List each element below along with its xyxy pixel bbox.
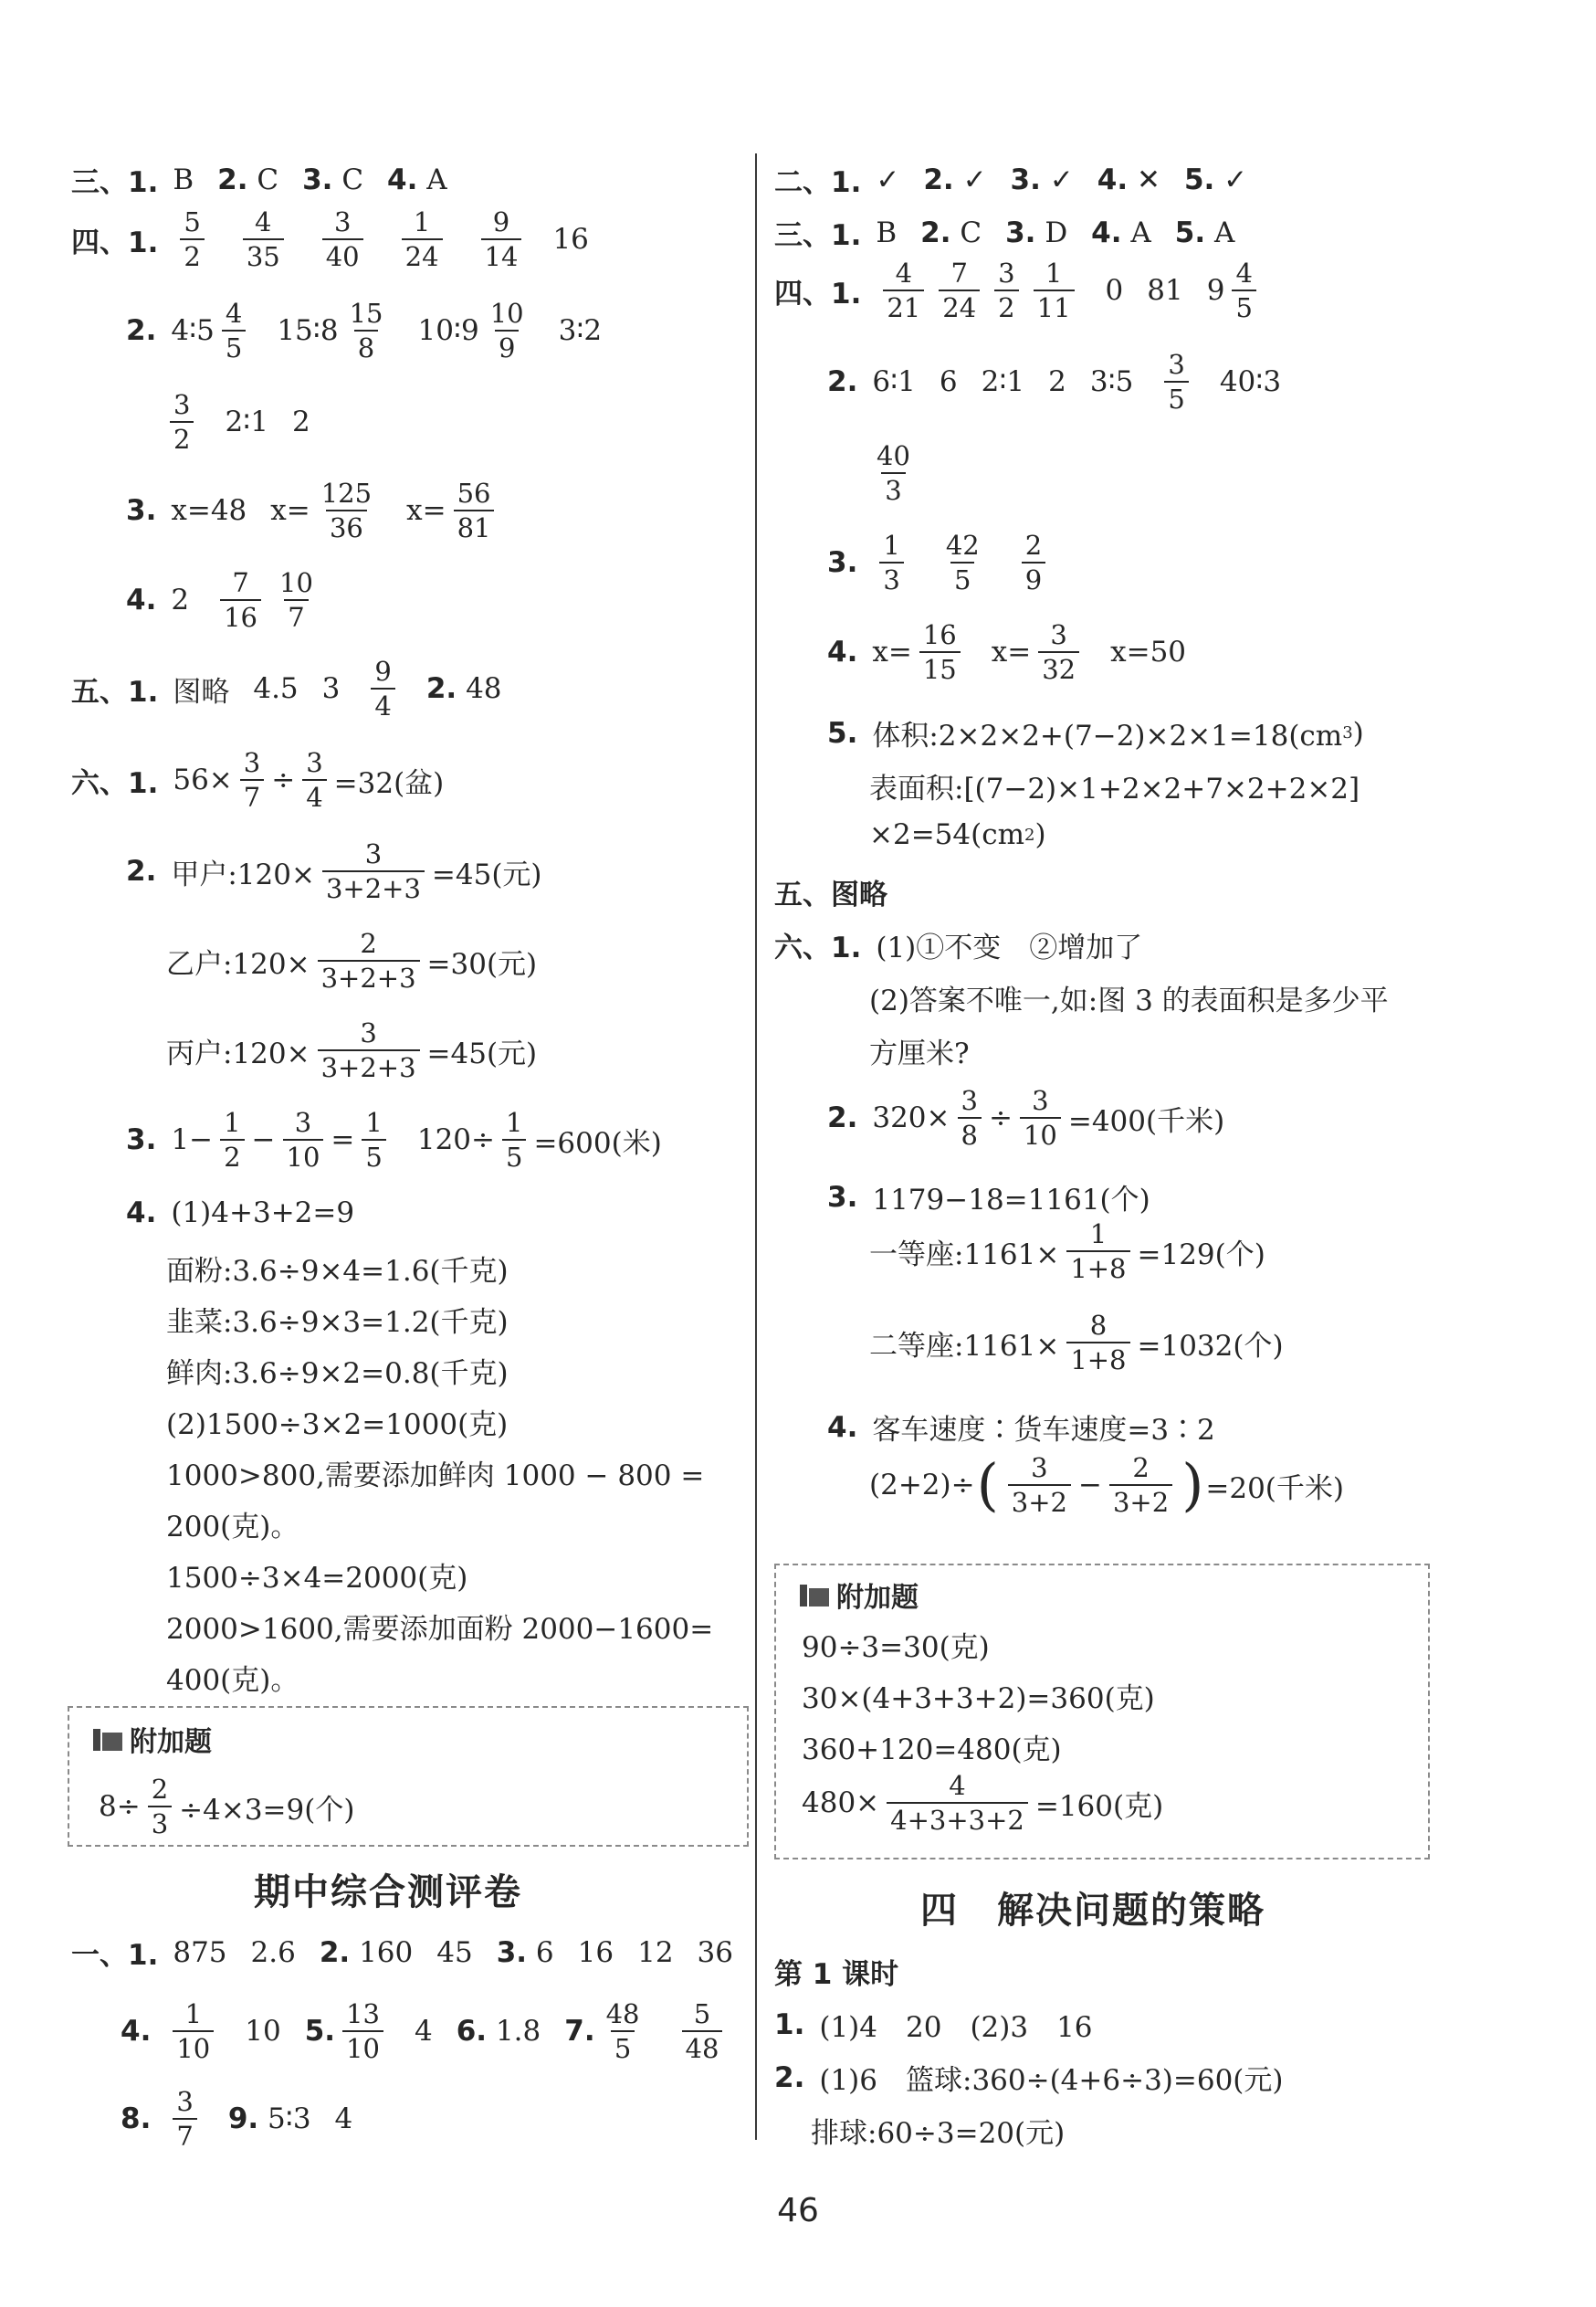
midterm-title: 期中综合测评卷 — [254, 1871, 522, 1913]
lesson-line-3: 排球:60÷3=20(元) — [811, 2117, 1066, 2150]
r-answer-line-4-5c: ×2=54(cm 2 ) — [869, 818, 1046, 851]
r-answer-line-5: 五、图略 — [774, 879, 887, 911]
answer-line-6-2c: 丙户:120× $\frac{3}{3+2+3}$ =45(元) — [166, 1017, 538, 1084]
bonus-title-right: 附加题 — [800, 1575, 919, 1615]
answer-line-6-3: 3. 1− $\frac{1}{2}$ − $\frac{3}{10}$ = $\frac{1}{5}$ 120÷ $\frac{1}{5}$ =600(米) — [126, 1107, 662, 1174]
r-answer-line-3: 三、1. B 2. C 3. D 4. A 5. A — [774, 216, 1235, 252]
page-number: 46 — [777, 2192, 819, 2229]
lesson-title: 第 1 课时 — [774, 1958, 899, 1991]
answer-line-4-2b: $\frac{3}{2}$ 2∶1 2 — [163, 391, 310, 454]
answer-line-6-4-l7: 1500÷3×4=2000(克) — [166, 1562, 468, 1595]
r-answer-line-6-2: 2. 320× $\frac{3}{8}$ ÷ $\frac{3}{10}$ =400(千米) — [827, 1085, 1225, 1152]
r-answer-line-4-4: 4. x= $\frac{16}{15}$ x= $\frac{3}{32}$ x=50 — [827, 619, 1187, 686]
mid-line-1: 一、1. 875 2.6 2. 160 45 3. 6 16 12 36 — [71, 1935, 733, 1972]
r-answer-line-6-4b: (2+2)÷ ( $\frac{3}{3+2}$ − $\frac{2}{3+2}$ ) =20(千米) — [869, 1451, 1344, 1519]
answer-line-6-1: 六、1. 56× $\frac{3}{7}$ ÷ $\frac{3}{4}$ =32(盆) — [71, 747, 445, 814]
bonus-icon — [93, 1727, 124, 1751]
answer-line-6-4-l5: 1000>800,需要添加鲜肉 1000 − 800 = — [166, 1459, 705, 1492]
answer-line-6-4-l6: 200(克)。 — [166, 1511, 299, 1543]
bonus-right-l2: 30×(4+3+3+2)=360(克) — [802, 1682, 1155, 1715]
r-answer-line-4-2: 2. 6∶1 6 2∶1 2 3∶5 $\frac{3}{5}$ 40∶3 — [827, 349, 1282, 416]
bonus-right-l3: 360+120=480(克) — [802, 1733, 1062, 1766]
bonus-answer-left: 8÷ $\frac{2}{3}$ ÷4×3=9(个) — [99, 1774, 355, 1840]
r-answer-line-6-4: 4. 客车速度∶货车速度=3∶2 — [827, 1410, 1215, 1447]
answer-line-6-4-l9: 400(克)。 — [166, 1664, 299, 1697]
r-answer-line-6-1: 六、1. (1)①不变 ②增加了 — [774, 932, 1143, 964]
r-answer-line-4-2b: $\frac{40}{3}$ — [877, 440, 910, 507]
answer-line-6-2a: 2. 甲户:120× $\frac{3}{3+2+3}$ =45(元) — [126, 838, 542, 905]
r-answer-line-6-1c: 方厘米? — [869, 1038, 970, 1070]
answer-line-4-1: 四、1. $\frac{5}{2}$ $\frac{4}{35}$ $\frac{3}{40}$ $\frac{1}{24}$ $\frac{9}{14}$ 16 — [71, 206, 589, 273]
chapter-title: 四 解决问题的策略 — [920, 1890, 1265, 1932]
bonus-right-l1: 90÷3=30(克) — [802, 1631, 990, 1664]
r-answer-line-6-3b: 一等座:1161× $\frac{1}{1+8}$ =129(个) — [869, 1218, 1265, 1285]
r-answer-line-4-1: 四、1. $\frac{4}{21}$ $\frac{7}{24}$ $\frac{3}{2}$ $\frac{1}{11}$ 0 81 9 $\frac{4}{5}$ — [774, 259, 1264, 322]
answer-line-4-2: 2. 4∶5 $\frac{4}{5}$ 15∶8 $\frac{15}{8}$ 10∶9 $\frac{10}{9}$ 3∶2 — [126, 298, 603, 364]
r-answer-line-6-1b: (2)答案不唯一,如:图 3 的表面积是多少平 — [869, 985, 1389, 1017]
r-answer-line-6-3c: 二等座:1161× $\frac{8}{1+8}$ =1032(个) — [869, 1310, 1284, 1376]
mid-line-8: 8. $\frac{3}{7}$ 9. 5∶3 4 — [121, 2086, 353, 2153]
answer-line-6-4-l3: 鲜肉:3.6÷9×2=0.8(千克) — [166, 1357, 509, 1390]
r-answer-line-4-3: 3. $\frac{1}{3}$ $\frac{42}{5}$ $\frac{2}{9}$ — [827, 532, 1053, 595]
answer-line-6-4: 4. (1)4+3+2=9 — [126, 1196, 355, 1229]
column-divider — [755, 153, 757, 2140]
answer-line-6-4-l1: 面粉:3.6÷9×4=1.6(千克) — [166, 1255, 509, 1288]
answer-line-4-3: 3. x=48 x= $\frac{125}{36}$ x= $\frac{56}{81}$ — [126, 479, 501, 543]
r-answer-line-2: 二、1. ✓ 2. ✓ 3. ✓ 4. ✕ 5. ✓ — [774, 163, 1248, 199]
answer-line-4-4: 4. 2 $\frac{7}{16}$ $\frac{10}{7}$ — [126, 567, 313, 634]
bonus-title-left: 附加题 — [93, 1719, 212, 1759]
bonus-icon — [800, 1583, 831, 1606]
answer-line-6-4-l4: (2)1500÷3×2=1000(克) — [166, 1408, 509, 1441]
mid-line-4: 4. $\frac{1}{10}$ 10 5. $\frac{13}{10}$ 4 6. 1.8 7. $\frac{48}{5}$ $\frac{5}{48}$ — [121, 2000, 730, 2063]
r-answer-line-4-5b: 表面积:[(7−2)×1+2×2+7×2+2×2] — [869, 773, 1360, 806]
r-answer-line-4-5: 5. 体积:2×2×2+(7−2)×2×1=18(cm 3 ) — [827, 716, 1364, 753]
answer-line-5: 五、1. 图略 4.5 3 $\frac{9}{4}$ 2. 48 — [71, 656, 502, 722]
answer-line-6-2b: 乙户:120× $\frac{2}{3+2+3}$ =30(元) — [166, 928, 538, 995]
answer-line-3: 三、1. B 2. C 3. C 4. A — [71, 163, 447, 199]
answer-line-6-4-l8: 2000>1600,需要添加面粉 2000−1600= — [166, 1613, 714, 1646]
bonus-right-l4: 480× $\frac{4}{4+3+3+2}$ =160(克) — [802, 1770, 1164, 1837]
answer-line-6-4-l2: 韭菜:3.6÷9×3=1.2(千克) — [166, 1306, 509, 1339]
lesson-line-2: 2. (1)6 篮球:360÷(4+6÷3)=60(元) — [774, 2060, 1284, 2097]
lesson-line-1: 1. (1)4 20 (2)3 16 — [774, 2007, 1093, 2044]
r-answer-line-6-3: 3. 1179−18=1161(个) — [827, 1180, 1150, 1217]
